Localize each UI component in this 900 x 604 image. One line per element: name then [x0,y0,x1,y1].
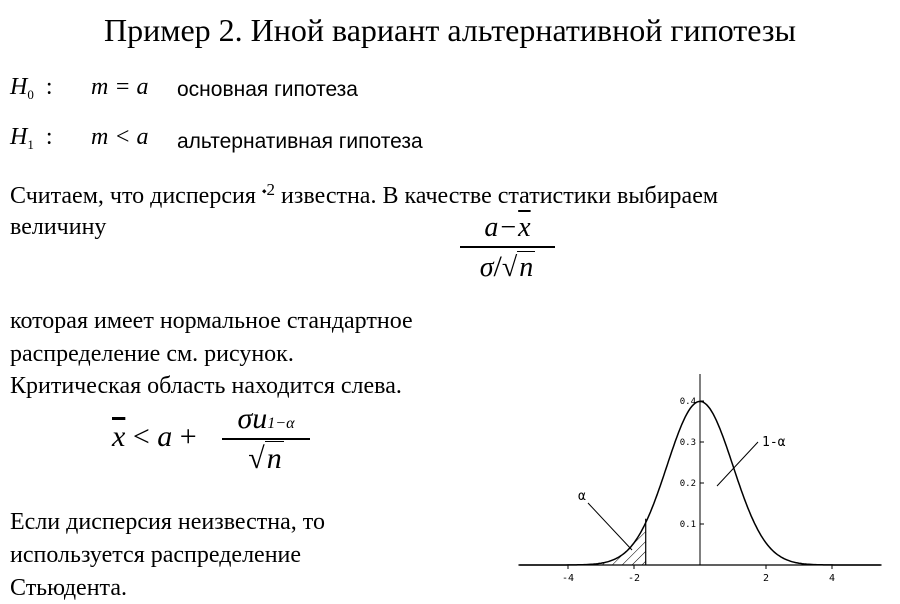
stat-minus: − [500,212,517,243]
crit-denominator [222,442,310,476]
x-tick-label: 2 [762,573,770,584]
stat-n: n [519,251,534,283]
crit-sigma: σ [237,402,253,435]
y-tick-label: 0.3 [679,438,696,448]
crit-n: n [266,441,282,475]
alpha-label: α [578,489,586,504]
hypothesis-h0-label [10,74,53,101]
x-tick-label: -4 [561,573,575,584]
statistic-numerator [460,212,555,244]
crit-u: u [252,402,268,435]
paragraph-student-line2: используется распределение [10,542,302,568]
paragraph-variance-line2: величину [10,214,107,240]
sigma-glyph: ⬩ [261,183,267,198]
variance-text-after: известна. В качестве статистики выбираем [281,183,719,209]
page-title: Пример 2. Иной вариант альтернативной гипотезы [103,12,797,48]
stat-sqrt: √ [501,251,518,283]
critical-inequality [112,420,197,454]
statistic-denominator [460,250,555,284]
paragraph-normal-line3: Критическая область находится слева. [10,373,402,399]
h0-colon: : [45,74,53,100]
stat-a: a [484,212,499,243]
y-tick-label: 0.4 [679,397,696,407]
crit-a: a [157,420,173,453]
crit-lt: < [132,420,150,453]
x-tick-label: 4 [828,573,836,584]
h1-formula: m < a [91,124,149,150]
h1-description: альтернативная гипотеза [177,130,423,153]
h1-index: 1 [27,137,34,152]
h0-symbol: H [10,74,28,100]
statistic-fraction [460,212,555,284]
h0-formula: m = a [91,74,149,100]
crit-numerator [222,402,310,436]
crit-fraction-bar [222,438,310,440]
crit-xbar: $\overline{x}$ [112,420,126,453]
critical-fraction [222,402,310,476]
x-tick-label: -2 [627,573,641,584]
hypothesis-h1-label [10,124,53,151]
alpha-pointer [588,503,632,550]
y-tick-label: 0.1 [679,520,696,530]
crit-sqrt: √ [248,441,265,475]
stat-sigma: σ [479,251,494,283]
variance-exponent: 2 [266,180,276,199]
h0-description: основная гипотеза [177,78,358,101]
paragraph-variance-line1 [10,181,718,214]
paragraph-normal-line2: распределение см. рисунок. [10,341,294,367]
paragraph-normal-line1: которая имеет нормальное стандартное [10,308,413,334]
stat-slash: / [493,249,502,283]
h1-symbol: H [10,124,28,150]
crit-plus: + [179,420,197,453]
variance-text-before: Считаем, что дисперсия [10,183,256,209]
statistic-fraction-bar [460,246,555,248]
h1-colon: : [45,124,53,150]
x-axis-ticks [562,565,835,584]
one-minus-alpha-label: 1-α [762,435,786,450]
y-tick-label: 0.2 [679,479,696,489]
paragraph-student-line1: Если дисперсия неизвестна, то [10,509,325,535]
paragraph-student-line3: Стьюдента. [10,575,127,601]
h0-index: 0 [27,87,34,102]
crit-u-subscript: 1−α [267,415,295,432]
normal-distribution-plot [510,360,890,600]
stat-xbar: $\overline{x}$ [518,212,531,243]
